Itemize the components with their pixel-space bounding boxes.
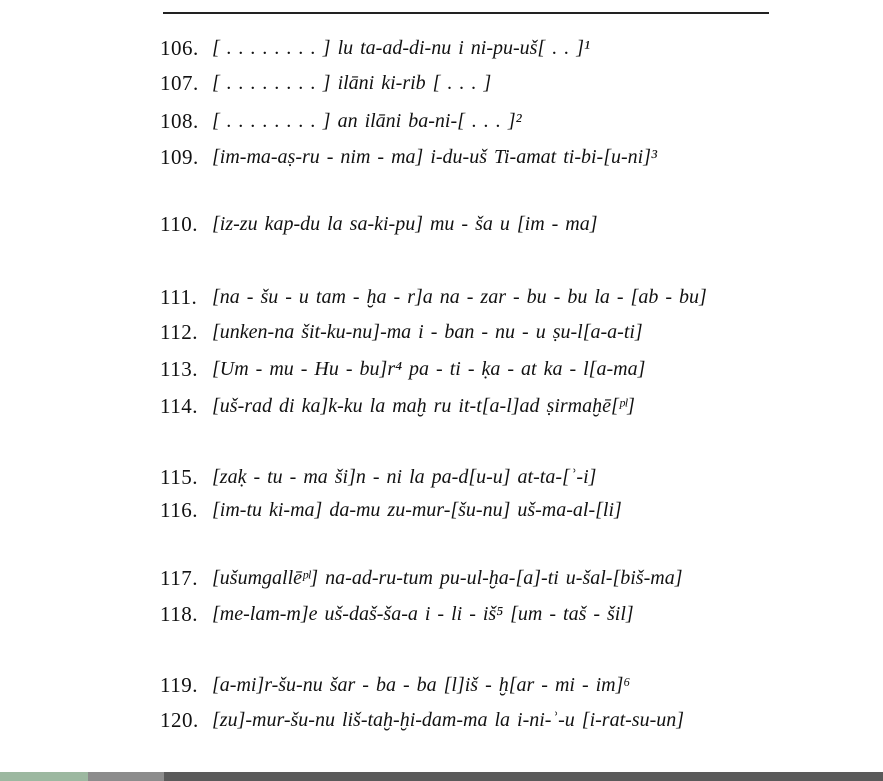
- line-text: [ . . . . . . . . ] ilāni ki-rib [ . . . ]: [212, 72, 492, 94]
- line-number: 115.: [160, 465, 198, 489]
- line-number: 117.: [160, 566, 198, 590]
- scrollbar-segment[interactable]: [88, 772, 164, 781]
- line-number: 108.: [160, 109, 199, 133]
- line-number: 112.: [160, 320, 198, 344]
- line-number: 120.: [160, 708, 199, 732]
- line-text: [zu]-mur-šu-nu liš-taḫ-ḫi-dam-ma la i-ni-ʾ-u [i-rat-su-un]: [212, 709, 685, 731]
- line-text: [ušumgallēᵖˡ] na-ad-ru-tum pu-ul-ḫa-[a]-ti u-šal-[biš-ma]: [212, 567, 683, 589]
- line-text: [iz-zu kap-du la sa-ki-pu] mu - ša u [im - ma]: [212, 213, 598, 235]
- line-text: [ . . . . . . . . ] an ilāni ba-ni-[ . . . ]²: [212, 110, 522, 132]
- line-text: [a-mi]r-šu-nu šar - ba - ba [l]iš - ḫ[ar - mi - im]⁶: [212, 674, 631, 696]
- line-text: [unken-na šit-ku-nu]-ma i - ban - nu - u ṣu-l[a-a-ti]: [212, 321, 643, 343]
- line-text: [zaḳ - tu - ma ši]n - ni la pa-d[u-u] at-ta-[ʾ-i]: [212, 466, 597, 488]
- line-number: 107.: [160, 71, 199, 95]
- line-text: [me-lam-m]e uš-daš-ša-a i - li - iš⁵ [um - taš - šil]: [212, 603, 634, 625]
- thumbnail-strip[interactable]: [0, 772, 88, 781]
- line-number: 116.: [160, 498, 198, 522]
- line-number: 113.: [160, 357, 198, 381]
- line-text: [uš-rad di ka]k-ku la maḫ ru it-t[a-l]ad ṣirmaḫē[ᵖˡ]: [212, 395, 635, 417]
- line-text: [Um - mu - Hu - bu]r⁴ pa - ti - ḳa - at ka - l[a-ma]: [212, 358, 646, 380]
- line-number: 106.: [160, 36, 199, 60]
- line-number: 110.: [160, 212, 198, 236]
- line-text: [na - šu - u tam - ḫa - r]a na - zar - bu - bu la - [ab - bu]: [212, 286, 707, 308]
- line-text: [ . . . . . . . . ] lu ta-ad-di-nu i ni-pu-uš[ . . ]¹: [212, 37, 590, 59]
- line-number: 118.: [160, 602, 198, 626]
- line-number: 111.: [160, 285, 198, 309]
- line-number: 114.: [160, 394, 198, 418]
- top-rule: [163, 12, 769, 14]
- line-number: 119.: [160, 673, 198, 697]
- line-text: [im-ma-aṣ-ru - nim - ma] i-du-uš Ti-amat ti-bi-[u-ni]³: [212, 146, 657, 168]
- line-number: 109.: [160, 145, 199, 169]
- line-text: [im-tu ki-ma] da-mu zu-mur-[šu-nu] uš-ma-al-[li]: [212, 499, 622, 521]
